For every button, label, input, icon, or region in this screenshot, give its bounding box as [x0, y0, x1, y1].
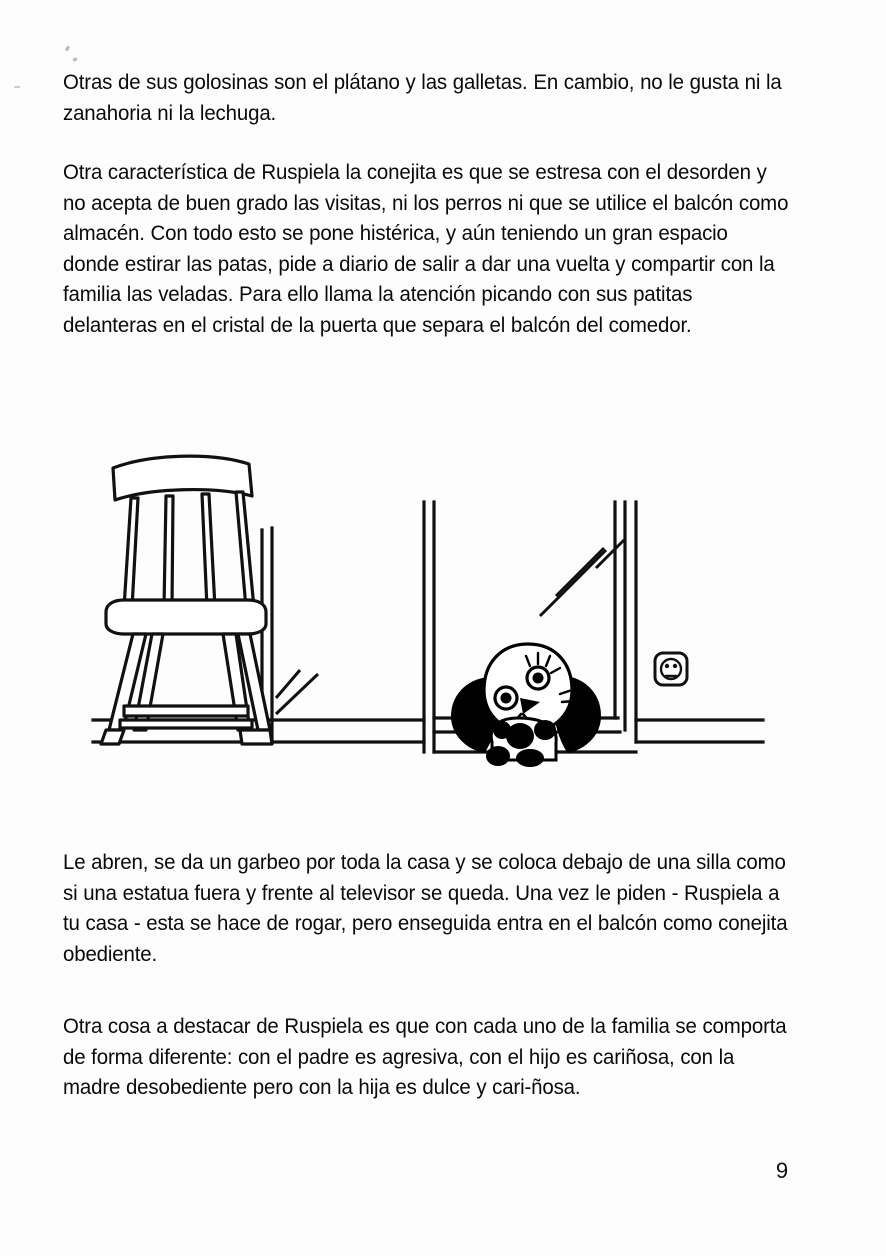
scan-speck-artifact: [65, 46, 70, 52]
rabbit: [452, 644, 600, 767]
scan-speck-artifact: [73, 57, 78, 61]
illustration-rabbit-at-balcony-door: [0, 430, 886, 780]
chair: [101, 456, 272, 744]
wall-socket-icon: [655, 653, 687, 685]
page-number: 9: [775, 1158, 789, 1183]
body-paragraph-1: Otras de sus golosinas son el plátano y las galletas. En cambio, no le gusta ni la zanahoria ni la lechuga.: [63, 71, 788, 125]
body-paragraph-2: Otra característica de Ruspiela la conejita es que se estresa con el desorden y no acepta de buen grado las visitas, ni los perros ni que se utilice el balcón como almacén. Con todo esto se pone histérica, y aún teniendo un gran espacio donde estirar las patas, pide a diario de salir a dar una vuelta y compartir con la familia las veladas. Para ello llama la atención picando con sus patitas delanteras en el cristal de la puerta que separa el balcón del comedor.: [63, 161, 795, 337]
body-paragraph-3: Le abren, se da un garbeo por toda la casa y se coloca debajo de una silla como si una estatua fuera y frente al televisor se queda. Una vez le piden - Ruspiela a tu casa - esta se hace de rogar, pero enseguida entra en el balcón como conejita obediente.: [63, 851, 794, 966]
illustration-svg: [0, 430, 886, 780]
scan-speck-artifact: [14, 86, 20, 88]
body-paragraph-4: Otra cosa a destacar de Ruspiela es que con cada uno de la familia se comporta de forma diferente: con el padre es agresiva, con el hijo es cariñosa, con la madre desobediente pero con la hija es dulce y cari-ñosa.: [63, 1015, 793, 1100]
